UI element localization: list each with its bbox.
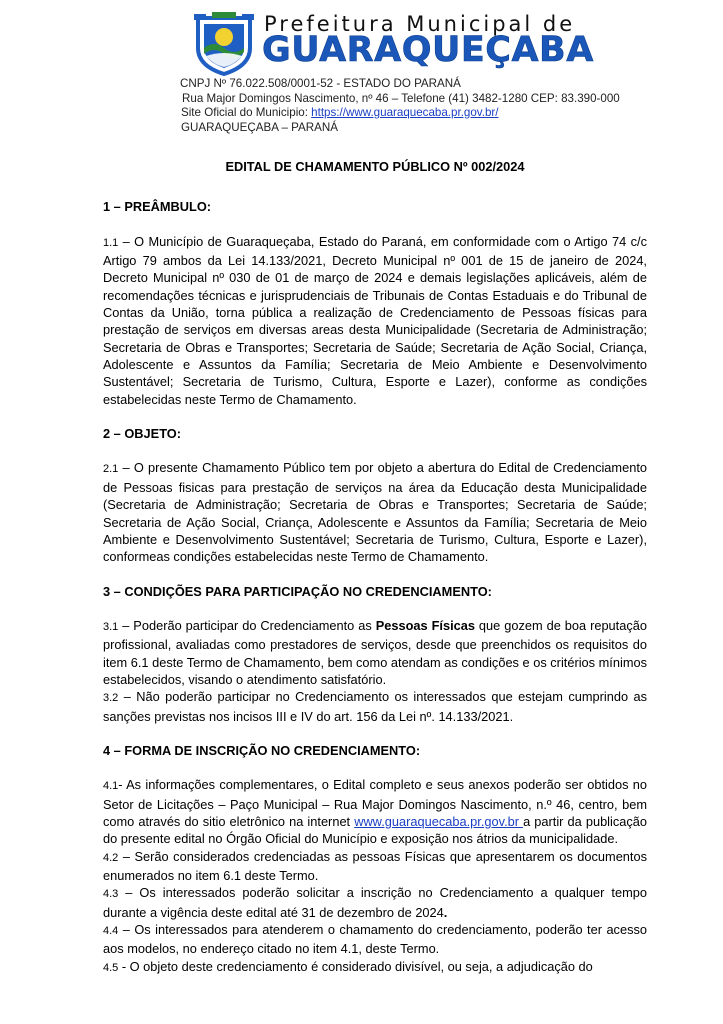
paragraph-4-2 [103,848,647,885]
prefeitura-title: Prefeitura Municipal de [264,12,576,36]
item-number: 4.4 [103,925,119,938]
paragraph-text: – Serão considerados credenciadas as pessoas Físicas que apresentarem os documentos enumerados no item 6.1 deste Termo. [103,848,647,883]
item-number: 2.1 [103,463,119,476]
letterhead [0,0,723,140]
paragraph-4-4 [103,921,647,958]
paragraph-2-1 [103,459,647,565]
paragraph-4-5 [103,958,647,977]
paragraph-text: – Poderão participar do Credenciamento as [118,617,376,633]
document-title: EDITAL DE CHAMAMENTO PÚBLICO Nº 002/2024 [225,159,525,174]
address-line: Rua Major Domingos Nascimento, nº 46 – Telefone (41) 3482-1280 CEP: 83.390-000 [182,92,620,105]
paragraph-text: – Não poderão participar no Credenciamento os interessados que estejam cumprindo as sanções previstas nos incisos III e IV do art. 156 da Lei nº. 14.133/2021. [103,689,647,724]
paragraph-text: que gozem de boa reputação profissional, avaliadas como prestadores de serviços, desde que preenchidos os requisitos do item 6.1 deste Termo de Chamamento, bem como atendam as condições e os critérios mínimos estabelecidos, visando o atendimento satisfatório. [103,617,647,687]
paragraph-3-1 [103,617,647,688]
item-number: 4.5 [103,961,119,974]
document-body [103,158,647,977]
site-link-inline[interactable]: www.guaraquecaba.pr.gov.br [354,813,524,829]
cnpj-line: CNPJ Nº 76.022.508/0001-52 - ESTADO DO PARANÁ [180,77,461,90]
section-heading-preambulo: 1 – PREÂMBULO: [103,199,212,215]
paragraph-text: – O presente Chamamento Público tem por objeto a abertura do Edital de Credenciamento de Pessoas fisicas para prestação de serviços na área da Educação desta Municipalidade (Secretaria de Administração; Secretaria de Obras e Transportes; Secretaria de Saúde; Secretaria de Ação Social, Criança, Adolescente e Assuntos da Família; Secretaria de Meio Ambiente e Desenvolvimento Sustentável; Secretaria de Turismo, Cultura, Esporte e Lazer), conformeas condições estabelecidas neste Termo de Chamamento. [103,460,647,565]
paragraph-4-1 [103,776,647,847]
site-link[interactable]: https://www.guaraquecaba.pr.gov.br/ [311,106,499,119]
item-number: 1.1 [103,236,119,249]
paragraph-bold-text: . [443,904,448,920]
site-line [181,106,499,119]
paragraph-text: a partir da publicação do presente edital no Órgão Oficial do Município e exposição nos átrios da municipalidade. [103,813,648,847]
paragraph-text: – Os interessados para atenderem o chamamento do credenciamento, poderão ter acesso aos modelos, no endereço citado no item 4.1, deste Termo. [103,922,647,957]
municipal-crest-icon [192,10,256,76]
section-heading-condicoes: 3 – CONDIÇÕES PARA PARTICIPAÇÃO NO CREDENCIAMENTO: [103,583,492,599]
item-number: 4.1 [103,780,119,793]
paragraph-bold-text: Pessoas Físicas [375,617,475,633]
paragraph-text: - As informações complementares, o Edital completo e seus anexos poderão ser obtidos no Setor de Licitações – Paço Municipal – Rua Major Domingos Nascimento, n.º 46, centro, bem como através do sitio eletrônico na internet [103,777,647,829]
item-number: 3.2 [103,692,119,705]
item-number: 4.3 [103,888,119,901]
paragraph-text: – Os interessados poderão solicitar a inscrição no Credenciamento a qualquer tempo durante a vigência deste edital até 31 de dezembro de 2024 [103,885,647,920]
paragraph-text: - O objeto deste credenciamento é considerado divisível, ou seja, a adjudicação do [118,958,593,974]
paragraph-1-1 [103,233,647,408]
city-name: GUARAQUEÇABA [262,30,594,70]
site-label: Site Oficial do Municipio: [181,106,312,119]
paragraph-3-2 [103,688,647,725]
section-heading-objeto: 2 – OBJETO: [103,426,181,442]
paragraph-4-3 [103,884,647,921]
item-number: 3.1 [103,620,119,633]
item-number: 4.2 [103,851,119,864]
paragraph-text: – O Município de Guaraqueçaba, Estado do Paraná, em conformidade com o Artigo 74 c/c Artigo 79 ambos da Lei 14.133/2021, Decreto Municipal nº 001 de 15 de janeiro de 2024, Decreto Municipal nº 030 de 01 de março de 2024 e demais legislações aplicáveis, além de recomendações técnicas e jurisprudenciais de Tribunais de Contas Estaduais e do Tribunal de Contas da União, torna pública a realização de Credenciamento de Pessoas físicas para prestação de serviços em diversas areas desta Municipalidade (Secretaria de Administração; Secretaria de Obras e Transportes; Secretaria de Saúde; Secretaria de Ação Social, Criança, Adolescente e Assuntos da Família; Secretaria de Meio Ambiente e Desenvolvimento Sustentável; Secretaria de Turismo, Cultura, Esporte e Lazer), conforme as condições estabelecidas neste Termo de Chamamento. [103,233,647,407]
city-state-line: GUARAQUEÇABA – PARANÁ [181,121,338,134]
section-heading-inscricao: 4 – FORMA DE INSCRIÇÃO NO CREDENCIAMENTO: [103,742,421,758]
